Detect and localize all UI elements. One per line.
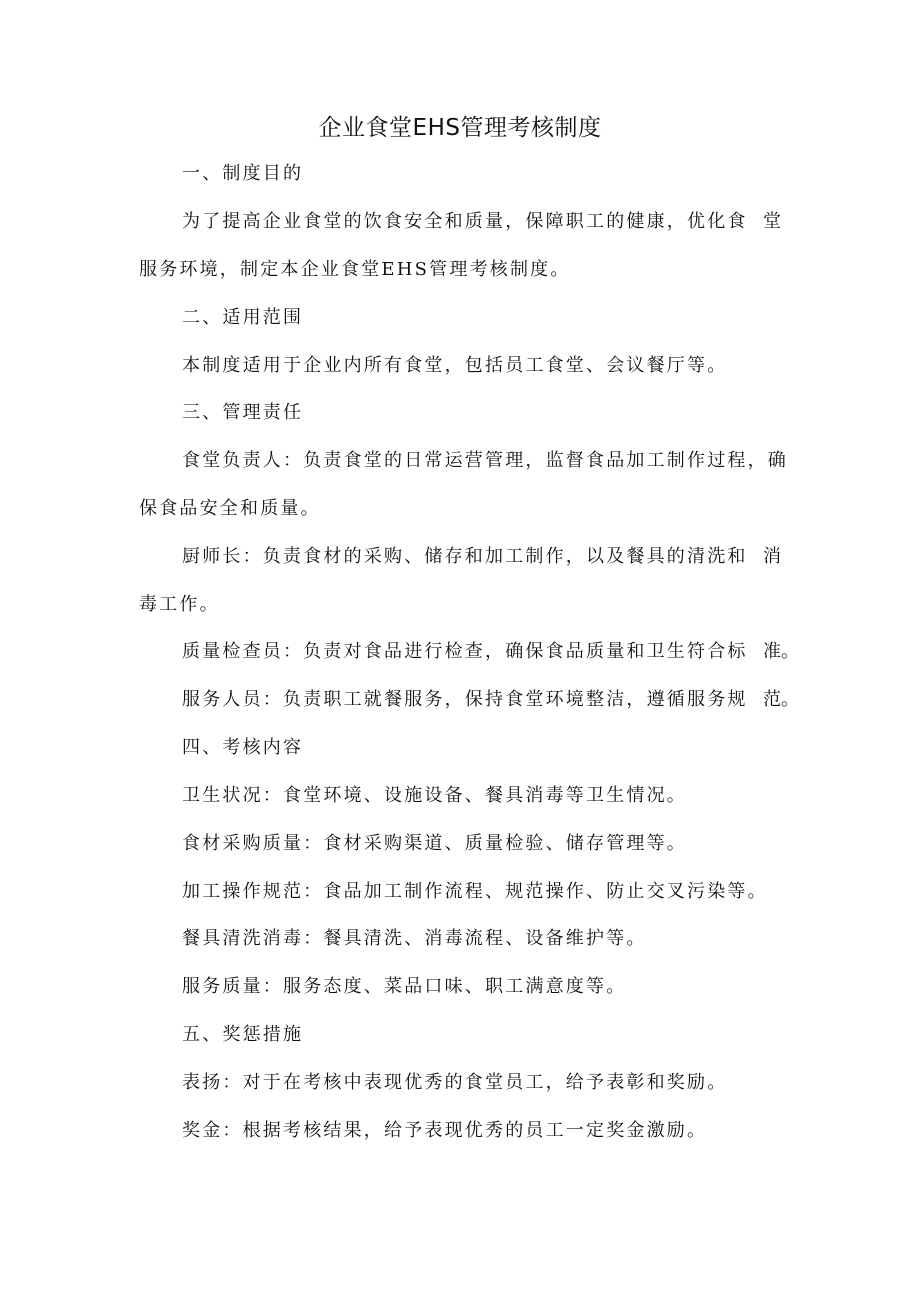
section-heading-purpose: 一、制度目的 bbox=[182, 163, 304, 184]
assessment-item: 食材采购质量：食材采购渠道、质量检验、储存管理等。 bbox=[182, 833, 687, 854]
service-staff-paragraph: 服务人员：负责职工就餐服务，保持食堂环境整洁，遵循服务规 bbox=[182, 689, 748, 710]
purpose-paragraph-line1: 为了提高企业食堂的饮食安全和质量，保障职工的健康，优化食 bbox=[182, 211, 748, 232]
section-heading-assessment: 四、考核内容 bbox=[182, 737, 304, 758]
purpose-paragraph-line1-tail: 堂 bbox=[763, 211, 781, 232]
scope-paragraph: 本制度适用于企业内所有食堂，包括员工食堂、会议餐厅等。 bbox=[182, 355, 728, 376]
section-heading-scope: 二、适用范围 bbox=[182, 307, 304, 328]
document-title: 企业食堂EHS管理考核制度 bbox=[318, 115, 602, 141]
assessment-item: 餐具清洗消毒：餐具清洗、消毒流程、设备维护等。 bbox=[182, 928, 647, 949]
assessment-item: 卫生状况：食堂环境、设施设备、餐具消毒等卫生情况。 bbox=[182, 785, 687, 806]
inspector-paragraph: 质量检查员：负责对食品进行检查，确保食品质量和卫生符合标 bbox=[182, 641, 748, 662]
chef-paragraph-line1-tail: 消 bbox=[763, 546, 781, 567]
chef-paragraph-line2: 毒工作。 bbox=[139, 594, 220, 615]
assessment-item: 服务质量：服务态度、菜品口味、职工满意度等。 bbox=[182, 976, 627, 997]
assessment-item: 加工操作规范：食品加工制作流程、规范操作、防止交叉污染等。 bbox=[182, 881, 768, 902]
reward-item: 表扬：对于在考核中表现优秀的食堂员工，给予表彰和奖励。 bbox=[182, 1072, 728, 1093]
service-staff-paragraph-tail: 范。 bbox=[763, 689, 799, 710]
manager-paragraph-line1: 食堂负责人：负责食堂的日常运营管理，监督食品加工制作过程，确 bbox=[182, 450, 788, 471]
chef-paragraph-line1: 厨师长：负责食材的采购、储存和加工制作，以及餐具的清洗和 bbox=[182, 546, 748, 567]
reward-item: 奖金：根据考核结果，给予表现优秀的员工一定奖金激励。 bbox=[182, 1120, 708, 1141]
manager-paragraph-line2: 保食品安全和质量。 bbox=[139, 498, 321, 519]
purpose-paragraph-line2: 服务环境，制定本企业食堂EHS管理考核制度。 bbox=[139, 259, 571, 280]
section-heading-responsibility: 三、管理责任 bbox=[182, 402, 304, 423]
inspector-paragraph-tail: 准。 bbox=[763, 641, 799, 662]
section-heading-rewards: 五、奖惩措施 bbox=[182, 1024, 304, 1045]
